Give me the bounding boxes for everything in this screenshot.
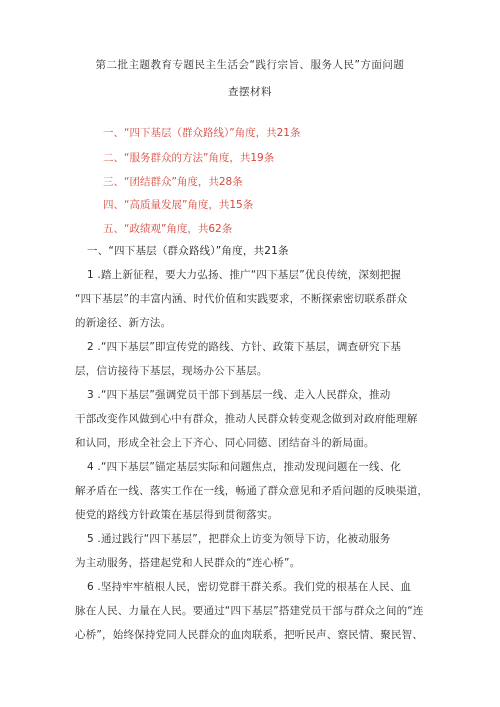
- paragraph-line: 解矛盾在一线、落实工作在一线，畅通了群众意见和矛盾问题的反映渠道，: [75, 485, 429, 497]
- paragraph-line: 使党的路线方针政策在基层得到贯彻落实。: [75, 509, 279, 521]
- document-title: 第二批主题教育专题民主生活会“践行宗旨、服务人民”方面问题: [95, 59, 405, 71]
- paragraph-line: 2 .“四下基层”即宣传党的路线、方针、政策下基层，调查研究下基: [87, 341, 402, 353]
- section-heading: 一、“四下基层（群众路线）”角度，共21条: [87, 245, 289, 257]
- toc-item: 五、“政绩观”角度，共62条: [103, 223, 233, 235]
- paragraph-line: 为主动服务，搭建起党和人民群众的“连心桥”。: [75, 557, 301, 569]
- paragraph-line: 的新途径、新方法。: [75, 317, 172, 329]
- toc-item: 二、“服务群众的方法”角度，共19条: [103, 152, 275, 164]
- paragraph-line: 脉在人民、力量在人民。要通过“四下基层”搭建党员干部与群众之间的“连: [75, 605, 424, 617]
- paragraph-line: 1 .踏上新征程，要大力弘扬、推广“四下基层”优良传统，深刻把握: [87, 269, 402, 281]
- paragraph-line: 5 .通过践行“四下基层”，把群众上访变为领导下访，化被动服务: [87, 533, 391, 545]
- paragraph-line: 心桥”，始终保持党同人民群众的血肉联系，把听民声、察民情、聚民智、: [75, 629, 424, 641]
- toc-item: 三、“团结群众”角度，共28条: [103, 176, 243, 188]
- paragraph-line: 6 .坚持牢牢植根人民，密切党群干群关系。我们党的根基在人民、血: [87, 581, 412, 593]
- paragraph-line: 干部改变作风做到心中有群众，推动人民群众转变观念做到对政府能理解: [75, 413, 418, 425]
- paragraph-line: 4 .“四下基层”锚定基层实际和问题焦点，推动发现问题在一线、化: [87, 461, 402, 473]
- toc-item: 四、“高质量发展”角度，共15条: [103, 199, 254, 211]
- document-subtitle: 查摆材料: [228, 86, 272, 98]
- paragraph-line: 和认同，形成全社会上下齐心、同心同德、团结奋斗的新局面。: [75, 437, 375, 449]
- paragraph-line: 层，信访接待下基层，现场办公下基层。: [75, 365, 268, 377]
- toc-item: 一、“四下基层（群众路线）”角度，共21条: [103, 127, 301, 139]
- paragraph-line: 3 .“四下基层”强调党员干部下到基层一线、走入人民群众，推动: [87, 389, 391, 401]
- paragraph-line: “四下基层”的丰富内涵、时代价值和实践要求，不断探索密切联系群众: [75, 293, 408, 305]
